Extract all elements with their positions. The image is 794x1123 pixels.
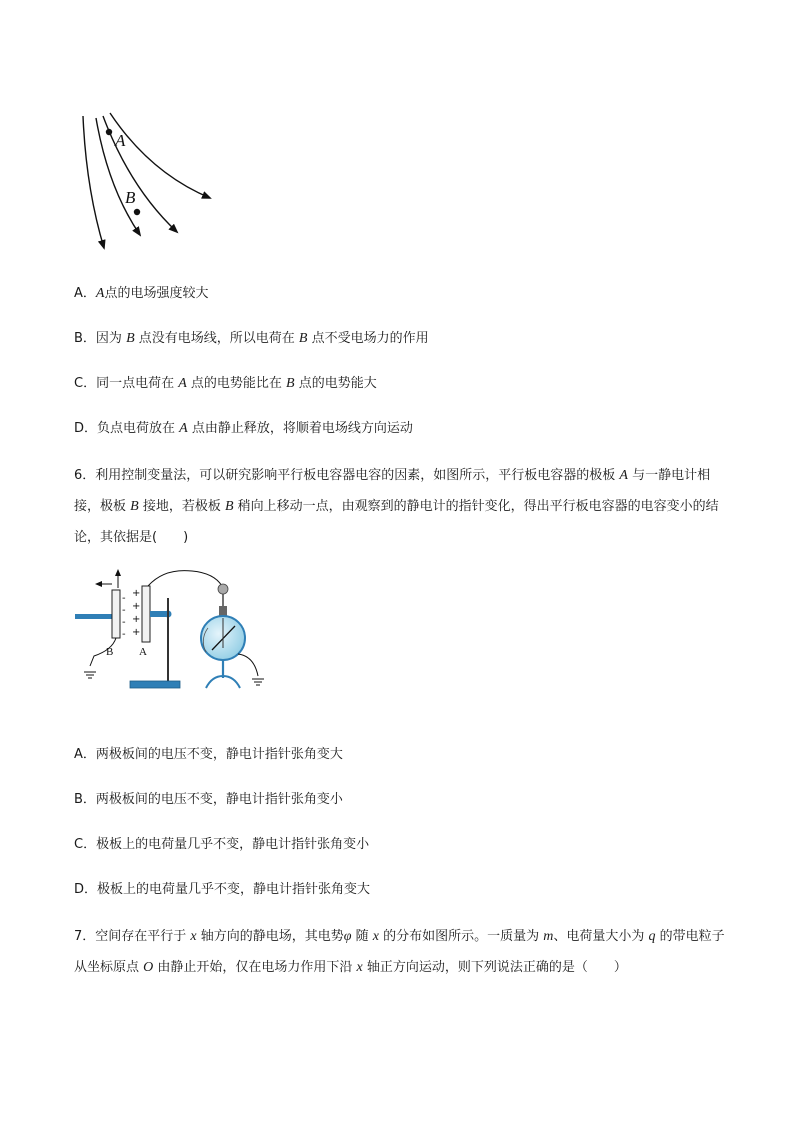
q6-option-a[interactable]: A．两极板间的电压不变，静电计指针张角变大 [74,747,343,762]
ground-wire-electrometer [238,654,258,676]
plate-b [112,590,120,638]
q6-option-c[interactable]: C．极板上的电荷量几乎不变，静电计指针张角变小 [74,837,370,852]
point-a-label: A [115,131,126,150]
point-a-dot [106,129,112,135]
plus-sign: + [132,614,141,625]
q5-option-d[interactable]: D．负点电荷放在 A 点由静止释放，将顺着电场线方向运动 [74,421,413,436]
plate-b-label: B [106,646,114,658]
support-rod [75,614,113,619]
point-b-label: B [125,188,136,207]
minus-sign: - [122,617,126,628]
q5-option-c[interactable]: C．同一点电荷在 A 点的电势能比在 B 点的电势能大 [74,376,377,391]
q5-option-b[interactable]: B．因为 B 点没有电场线，所以电荷在 B 点不受电场力的作用 [74,331,429,346]
field-line-4 [110,113,210,198]
connecting-wire [148,571,222,586]
stand-base [130,681,180,688]
question-6-stem: 6．利用控制变量法，可以研究影响平行板电容器电容的因素，如图所示，平行板电容器的极板 A 与一静电计相接，极板 B 接地，若极板 B 稍向上移动一点，由观察到的静电计的指针变化，得出平行板电容器的电容变小的结论，其依据是( ) [74,468,719,545]
question-7-stem: 7．空间存在平行于 x 轴方向的静电场，其电势φ 随 x 的分布如图所示。一质量为 m、电荷量大小为 q 的带电粒子从坐标原点 O 由静止开始，仅在电场力作用下沿 x 轴正方向运动，则下列说法正确的是（ ） [74,929,725,975]
plus-sign: + [132,601,141,612]
q6-option-b[interactable]: B．两极板间的电压不变，静电计指针张角变小 [74,792,343,807]
minus-sign: - [122,629,126,640]
field-lines-figure [70,108,220,258]
minus-sign: - [122,593,126,604]
capacitor-electrometer-figure [72,566,277,694]
point-b-dot [134,209,140,215]
plus-sign: + [132,627,141,638]
minus-sign: - [122,605,126,616]
plate-a [142,586,150,642]
plus-sign: + [132,588,141,599]
q5-option-a[interactable]: A．A点的电场强度较大 [74,286,209,301]
plate-a-label: A [139,646,147,658]
field-line-1 [83,116,104,248]
q6-option-d[interactable]: D．极板上的电荷量几乎不变，静电计指针张角变大 [74,882,371,897]
electrometer-knob [218,584,228,594]
